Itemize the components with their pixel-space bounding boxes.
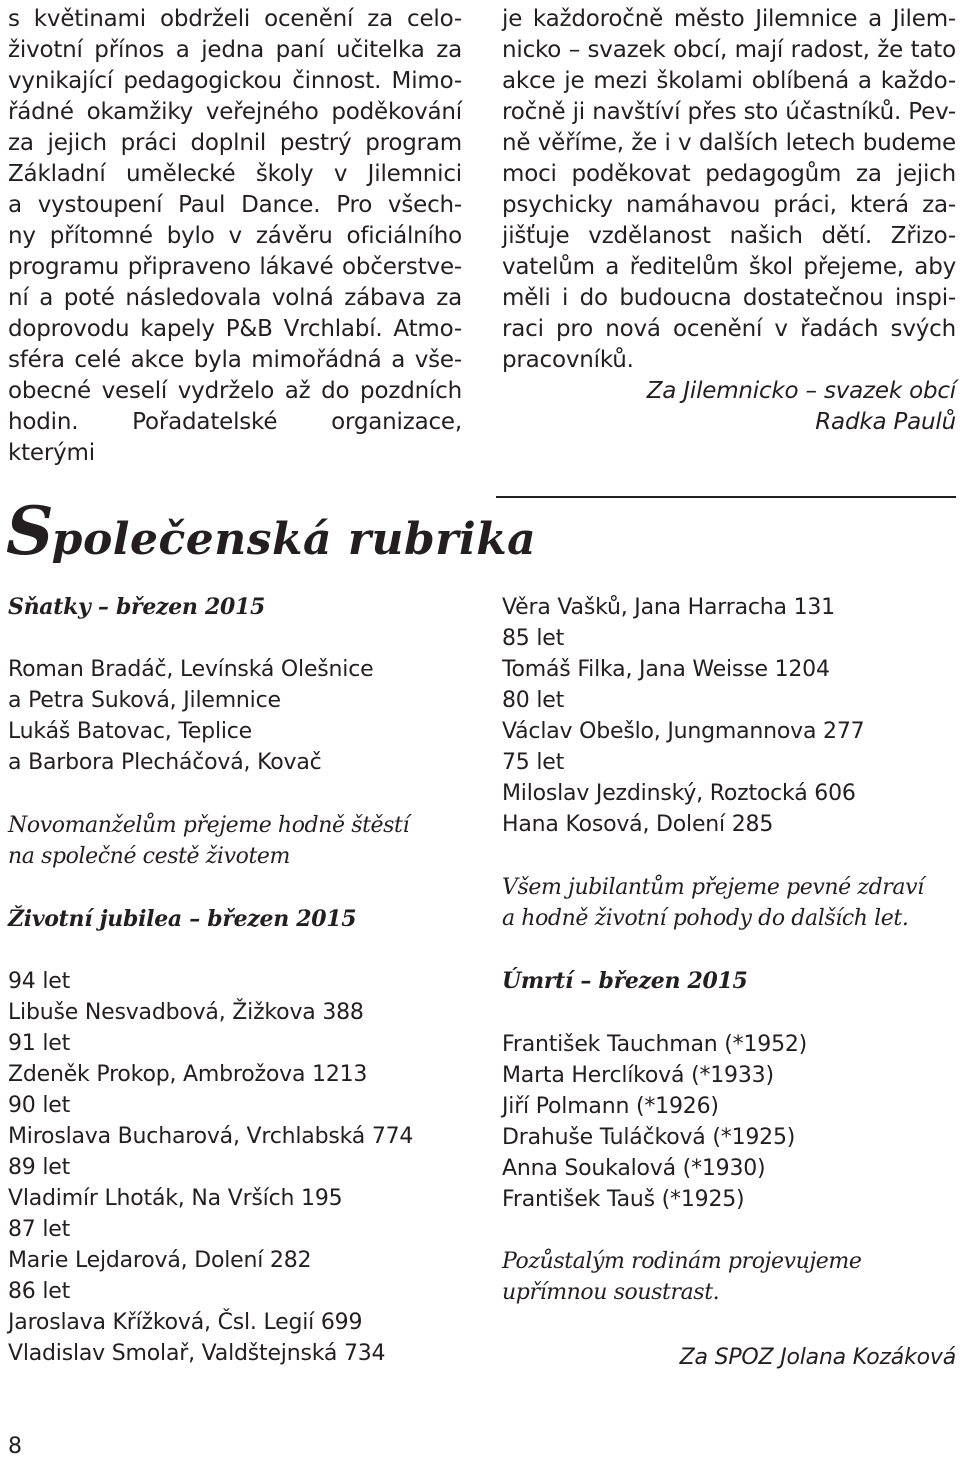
jubilee-line: 89 let — [8, 1155, 71, 1180]
deaths-wish — [502, 1246, 862, 1308]
article-line: měli i do budoucna dostatečnou inspi- — [502, 285, 956, 311]
article-right-column — [502, 4, 956, 438]
deaths-signature: Za SPOZ Jolana Kozáková — [679, 1345, 956, 1370]
article-line: s květinami obdrželi ocenění za celo- — [8, 6, 462, 32]
article-line: a vystoupení Paul Dance. Pro všech- — [8, 192, 462, 218]
article-line: ně věříme, že i v dalších letech budeme — [502, 130, 956, 156]
jubilee-line: Hana Kosová, Dolení 285 — [502, 812, 774, 837]
article-signature-name: Radka Paulů — [815, 409, 956, 435]
death-line: František Tauš (*1925) — [502, 1187, 745, 1212]
article-line: je každoročně město Jilemnice a Jilem- — [502, 6, 956, 32]
marriages-wish-line: Novomanželům přejeme hodně štěstí — [8, 813, 410, 838]
article-signature-org: Za Jilemnicko – svazek obcí — [646, 378, 956, 404]
jubilee-line: 80 let — [502, 688, 565, 713]
jubilee-line: Vladislav Smolař, Valdštejnská 734 — [8, 1341, 386, 1366]
jubilee-line: 91 let — [8, 1031, 71, 1056]
jubilee-line: Václav Obešlo, Jungmannova 277 — [502, 719, 865, 744]
jubilees-wish-line: a hodně životní pohody do dalších let. — [502, 906, 909, 931]
article-left-column — [8, 4, 462, 469]
death-line: Drahuše Tuláčková (*1925) — [502, 1125, 796, 1150]
jubilees-wish-line: Všem jubilantům přejeme pevné zdraví — [502, 875, 924, 900]
deaths-heading: Úmrtí – březen 2015 — [502, 968, 748, 994]
article-line: obecné veselí vydrželo až do pozdních — [8, 378, 462, 404]
jubilee-line: 86 let — [8, 1279, 71, 1304]
article-line: akce je mezi školami oblíbená a každo- — [502, 68, 956, 94]
jubilee-line: Tomáš Filka, Jana Weisse 1204 — [502, 657, 830, 682]
deaths-wish-line: upřímnou soustrast. — [502, 1280, 720, 1305]
jubilee-line: Vladimír Lhoták, Na Vrších 195 — [8, 1186, 343, 1211]
jubilee-line: Věra Vašků, Jana Harracha 131 — [502, 595, 835, 620]
marriages-heading: Sňatky – březen 2015 — [8, 594, 265, 620]
marriages-wish-line: na společné cestě životem — [8, 844, 290, 869]
death-line: Marta Herclíková (*1933) — [502, 1063, 774, 1088]
marriage-line: Roman Bradáč, Levínská Olešnice — [8, 657, 374, 682]
deaths-list — [502, 1029, 807, 1215]
jubilees-heading-block — [8, 904, 356, 935]
jubilee-line: Libuše Nesvadbová, Žižkova 388 — [8, 1000, 364, 1025]
article-line: životní přínos a jedna paní učitelka za — [8, 37, 462, 63]
marriage-line: a Barbora Plecháčová, Kovač — [8, 750, 322, 775]
jubilee-line: 85 let — [502, 626, 565, 651]
jubilee-line: Marie Lejdarová, Dolení 282 — [8, 1248, 312, 1273]
article-line: doprovodu kapely P&B Vrchlabí. Atmo- — [8, 316, 462, 342]
marriage-line: a Petra Suková, Jilemnice — [8, 688, 281, 713]
jubilee-line: 87 let — [8, 1217, 71, 1242]
article-line: jišťuje vzdělanost našich dětí. Zřizo- — [502, 223, 956, 249]
article-line: moci poděkovat pedagogům za jejich — [502, 161, 956, 187]
jubilee-line: 94 let — [8, 969, 71, 994]
article-line: ny přítomné bylo v závěru oficiálního — [8, 223, 462, 249]
jubilee-line: Miloslav Jezdinský, Roztocká 606 — [502, 781, 856, 806]
death-line: Anna Soukalová (*1930) — [502, 1156, 766, 1181]
article-line: vatelům a ředitelům škol přejeme, aby — [502, 254, 956, 280]
jubilees-wish — [502, 872, 924, 934]
jubilee-line: Miroslava Bucharová, Vrchlabská 774 — [8, 1124, 414, 1149]
marriages-wish — [8, 810, 409, 872]
deaths-signature-block — [502, 1342, 956, 1373]
marriage-line: Lukáš Batovac, Teplice — [8, 719, 253, 744]
jubilee-line: Jaroslava Křížková, Čsl. Legií 699 — [8, 1310, 363, 1335]
article-line: Základní umělecké školy v Jilemnici — [8, 161, 462, 187]
deaths-wish-line: Pozůstalým rodinám projevujeme — [502, 1249, 862, 1274]
jubilee-line: 75 let — [502, 750, 565, 775]
article-line: vynikající pedagogickou činnost. Mimo- — [8, 68, 462, 94]
article-line: psychicky namáhavou práci, která za- — [502, 192, 956, 218]
article-line: ní a poté následovala volná zábava za — [8, 285, 462, 311]
article-line: programu připraveno lákavé občerstve- — [8, 254, 462, 280]
jubilee-line: Zdeněk Prokop, Ambrožova 1213 — [8, 1062, 368, 1087]
jubilees-list-right — [502, 592, 864, 840]
article-line: řádné okamžiky veřejného poděkování — [8, 99, 462, 125]
page-number: 8 — [8, 1434, 22, 1459]
article-line: za jejich práci doplnil pestrý program — [8, 130, 462, 156]
death-line: Jiří Polmann (*1926) — [502, 1094, 719, 1119]
article-line: nicko – svazek obcí, mají radost, že tato — [502, 37, 956, 63]
section-title — [6, 492, 536, 570]
article-line: pracovníků. — [502, 347, 634, 373]
death-line: František Tauchman (*1952) — [502, 1032, 808, 1057]
jubilees-heading: Životní jubilea – březen 2015 — [8, 906, 357, 932]
marriages-list — [8, 654, 373, 778]
deaths-heading-block — [502, 966, 748, 997]
section-title-initial: S — [6, 492, 52, 570]
jubilees-list-left — [8, 966, 413, 1369]
article-line: ročně ji navštíví přes sto účastníků. Pev- — [502, 99, 956, 125]
section-title-rest: polečenská rubrika — [51, 514, 537, 565]
section-title-rule — [496, 496, 956, 498]
jubilee-line: 90 let — [8, 1093, 71, 1118]
marriages-heading-block — [8, 592, 265, 623]
article-line: sféra celé akce byla mimořádná a vše- — [8, 347, 462, 373]
article-line: hodin. Pořadatelské organizace, kterými — [8, 409, 462, 466]
article-line: raci pro nová ocenění v řadách svých — [502, 316, 956, 342]
